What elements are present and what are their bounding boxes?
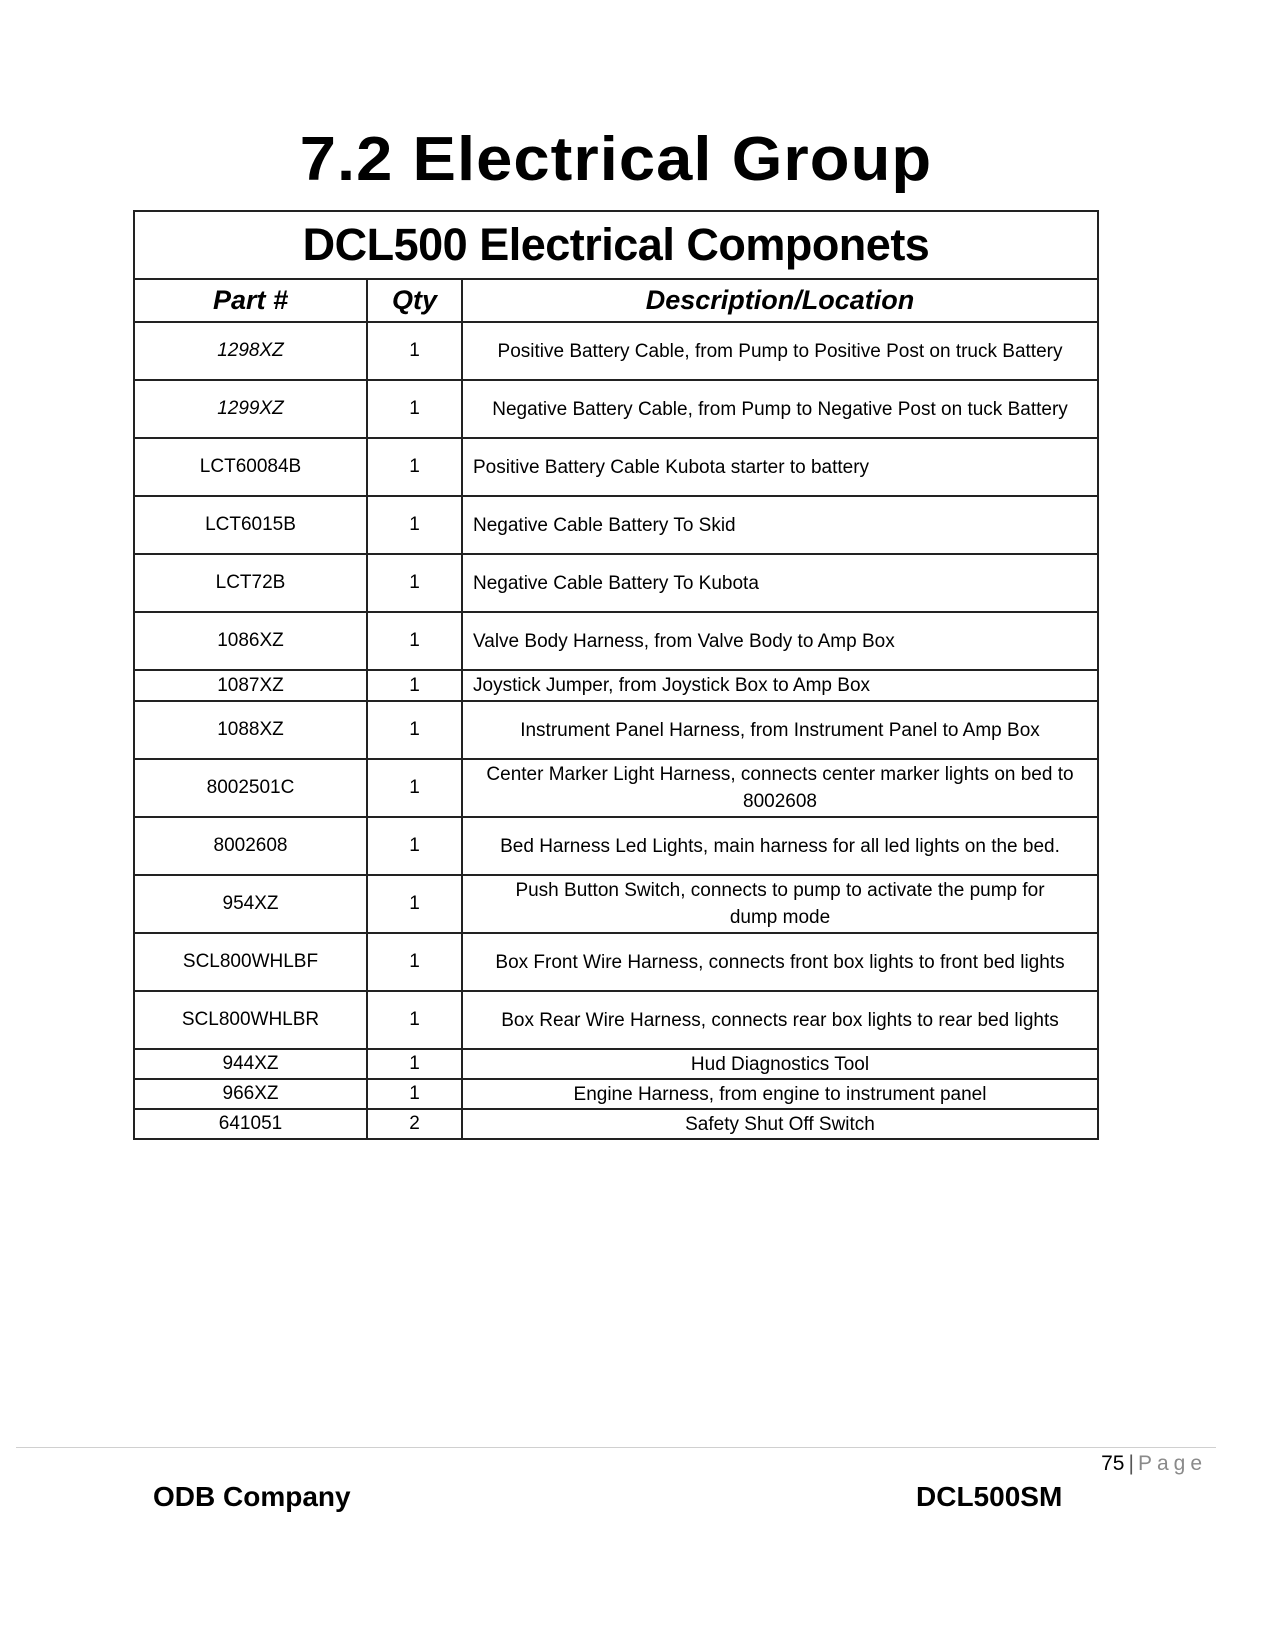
column-header-qty: Qty [367, 279, 462, 322]
part-number: SCL800WHLBR [134, 991, 367, 1049]
description: Bed Harness Led Lights, main harness for all led lights on the bed. [462, 817, 1098, 875]
page-number-value: 75 [1101, 1452, 1125, 1475]
quantity: 1 [367, 670, 462, 701]
description: Hud Diagnostics Tool [462, 1049, 1098, 1079]
table-row [134, 933, 1098, 991]
description: Negative Cable Battery To Skid [462, 496, 1098, 554]
description: Positive Battery Cable, from Pump to Positive Post on truck Battery [462, 322, 1098, 380]
table-row [134, 1049, 1098, 1079]
quantity: 1 [367, 496, 462, 554]
table-row [134, 496, 1098, 554]
part-number: 8002608 [134, 817, 367, 875]
description: Push Button Switch, connects to pump to activate the pump for dump mode [462, 875, 1098, 933]
quantity: 1 [367, 1049, 462, 1079]
table-row [134, 991, 1098, 1049]
table-row [134, 322, 1098, 380]
description: Positive Battery Cable Kubota starter to battery [462, 438, 1098, 496]
description: Safety Shut Off Switch [462, 1109, 1098, 1139]
table-row [134, 1079, 1098, 1109]
parts-table [133, 210, 1099, 1140]
table-row [134, 438, 1098, 496]
part-number: 1086XZ [134, 612, 367, 670]
page-number-separator: | [1128, 1452, 1134, 1475]
part-number: 1298XZ [134, 322, 367, 380]
part-number: 1088XZ [134, 701, 367, 759]
part-number: 8002501C [134, 759, 367, 817]
part-number: 966XZ [134, 1079, 367, 1109]
column-header-part: Part # [134, 279, 367, 322]
quantity: 1 [367, 438, 462, 496]
part-number: LCT6015B [134, 496, 367, 554]
description: Center Marker Light Harness, connects center marker lights on bed to 8002608 [462, 759, 1098, 817]
description: Instrument Panel Harness, from Instrument Panel to Amp Box [462, 701, 1098, 759]
description: Negative Battery Cable, from Pump to Negative Post on tuck Battery [462, 380, 1098, 438]
part-number: LCT60084B [134, 438, 367, 496]
description: Valve Body Harness, from Valve Body to Amp Box [462, 612, 1098, 670]
part-number: SCL800WHLBF [134, 933, 367, 991]
table-row [134, 612, 1098, 670]
description: Box Front Wire Harness, connects front box lights to front bed lights [462, 933, 1098, 991]
part-number: LCT72B [134, 554, 367, 612]
description: Engine Harness, from engine to instrument panel [462, 1079, 1098, 1109]
quantity: 1 [367, 612, 462, 670]
table-title: DCL500 Electrical Componets [302, 219, 930, 270]
footer-company: ODB Company [153, 1481, 351, 1512]
quantity: 1 [367, 554, 462, 612]
table-row [134, 554, 1098, 612]
footer-doc-code: DCL500SM [916, 1481, 1063, 1512]
quantity: 1 [367, 933, 462, 991]
description: Negative Cable Battery To Kubota [462, 554, 1098, 612]
table-row [134, 875, 1098, 933]
quantity: 1 [367, 1079, 462, 1109]
quantity: 1 [367, 322, 462, 380]
table-row [134, 1109, 1098, 1139]
quantity: 1 [367, 991, 462, 1049]
table-title-row [134, 211, 1098, 279]
quantity: 1 [367, 701, 462, 759]
quantity: 1 [367, 380, 462, 438]
quantity: 1 [367, 759, 462, 817]
part-number: 1299XZ [134, 380, 367, 438]
description: Box Rear Wire Harness, connects rear box lights to rear bed lights [462, 991, 1098, 1049]
page-heading: 7.2 Electrical Group [299, 125, 933, 194]
footer-divider [16, 1447, 1216, 1448]
quantity: 1 [367, 875, 462, 933]
quantity: 2 [367, 1109, 462, 1139]
page-label: Page [1137, 1452, 1207, 1475]
table-row [134, 759, 1098, 817]
part-number: 1087XZ [134, 670, 367, 701]
part-number: 954XZ [134, 875, 367, 933]
table-row [134, 817, 1098, 875]
page-number [1101, 1452, 1207, 1476]
column-header-description: Description/Location [462, 279, 1098, 322]
table-row [134, 380, 1098, 438]
part-number: 944XZ [134, 1049, 367, 1079]
table-row [134, 701, 1098, 759]
description: Joystick Jumper, from Joystick Box to Amp Box [462, 670, 1098, 701]
table-row [134, 670, 1098, 701]
quantity: 1 [367, 817, 462, 875]
part-number: 641051 [134, 1109, 367, 1139]
column-header-row [134, 279, 1098, 322]
